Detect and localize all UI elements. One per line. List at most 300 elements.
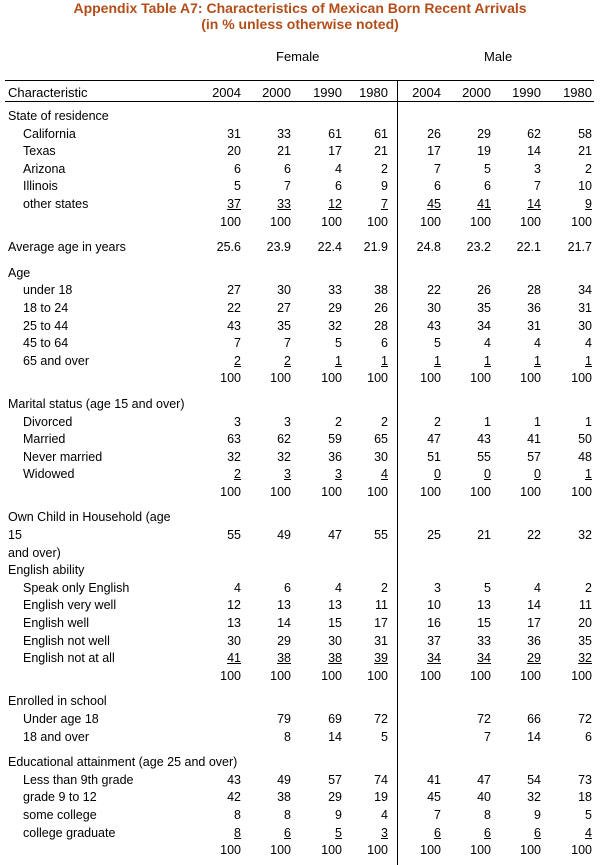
table-cell: 3 (434, 580, 441, 595)
table-cell: 32 (328, 318, 342, 333)
table-cell: 14 (527, 598, 541, 613)
table-cell: 36 (328, 449, 342, 464)
table-cell: 14 (277, 616, 291, 631)
table-cell: 6 (484, 179, 491, 194)
table-cell: 7 (234, 336, 241, 351)
table-cell: 74 (374, 772, 388, 787)
table-row (0, 467, 600, 485)
table-row (0, 127, 600, 145)
table-row (0, 415, 600, 433)
table-cell: 0 (534, 467, 541, 482)
table-cell: 3 (335, 467, 342, 482)
table-cell: 22.1 (516, 240, 541, 255)
table-row (0, 598, 600, 616)
table-cell: 57 (328, 772, 342, 787)
table-cell: 100 (367, 214, 388, 229)
table-row (0, 109, 600, 127)
table-cell: 41 (427, 772, 441, 787)
table-cell: 100 (571, 668, 592, 683)
table-cell: 4 (335, 580, 342, 595)
table-cell: 100 (470, 668, 491, 683)
table-cell: 31 (374, 633, 388, 648)
table-cell: 3 (234, 414, 241, 429)
table-cell: 35 (477, 300, 491, 315)
table-cell: 100 (520, 214, 541, 229)
table-cell: 18 (578, 790, 592, 805)
table-cell: 100 (520, 668, 541, 683)
table-cell: 73 (578, 772, 592, 787)
table-row (0, 730, 600, 748)
table-cell: 3 (534, 161, 541, 176)
table-cell: 100 (520, 843, 541, 858)
table-cell: 100 (270, 371, 291, 386)
table-title: Appendix Table A7: Characteristics of Mexican Born Recent Arrivals (73, 0, 527, 16)
table-cell: 100 (321, 484, 342, 499)
table-cell: 2 (335, 414, 342, 429)
table-cell: 35 (277, 318, 291, 333)
table-cell: 32 (527, 790, 541, 805)
header-bottom-rule (5, 101, 594, 102)
table-cell: 4 (484, 336, 491, 351)
table-cell: 5 (484, 161, 491, 176)
row-label: Illinois (23, 179, 58, 194)
table-cell: 100 (220, 843, 241, 858)
column-header-year: 2000 (262, 85, 291, 100)
table-cell: 34 (477, 318, 491, 333)
table-cell: 79 (277, 712, 291, 726)
table-cell: 6 (434, 179, 441, 194)
table-cell: 32 (277, 449, 291, 464)
table-cell: 4 (585, 825, 592, 840)
table-cell: 45 (427, 790, 441, 805)
table-body (0, 109, 600, 861)
row-label: Texas (23, 144, 56, 159)
group-header-male: Male (484, 49, 513, 64)
section-label: Marital status (age 15 and over) (8, 396, 185, 411)
table-cell: 100 (220, 371, 241, 386)
column-header-year: 2000 (462, 85, 491, 100)
table-cell: 27 (227, 283, 241, 298)
section-label: 15 (8, 528, 22, 543)
table-cell: 13 (328, 598, 342, 613)
section-label: and over) (8, 545, 61, 560)
table-cell: 1 (484, 414, 491, 429)
table-cell: 1 (434, 353, 441, 368)
table-cell: 41 (527, 432, 541, 447)
table-cell: 100 (571, 484, 592, 499)
table-cell: 2 (381, 414, 388, 429)
table-cell: 100 (321, 668, 342, 683)
table-row (0, 197, 600, 215)
table-cell: 4 (234, 580, 241, 595)
table-row (0, 694, 600, 712)
table-cell: 30 (277, 283, 291, 298)
table-cell: 100 (321, 214, 342, 229)
table-cell: 51 (427, 449, 441, 464)
table-cell: 1 (534, 414, 541, 429)
table-cell: 47 (427, 432, 441, 447)
section-label: Age (8, 265, 31, 280)
row-spacer (0, 232, 600, 240)
table-cell: 13 (227, 616, 241, 631)
table-cell: 100 (220, 214, 241, 229)
table-cell: 29 (477, 126, 491, 141)
table-cell: 100 (367, 484, 388, 499)
table-cell: 26 (427, 126, 441, 141)
row-spacer (0, 686, 600, 694)
table-cell: 55 (374, 528, 388, 543)
table-row (0, 563, 600, 581)
table-cell: 33 (277, 126, 291, 141)
table-cell: 72 (578, 712, 592, 726)
table-cell: 62 (527, 126, 541, 141)
table-cell: 6 (484, 825, 491, 840)
table-row (0, 790, 600, 808)
table-cell: 30 (578, 318, 592, 333)
table-row (0, 528, 600, 546)
row-label: Widowed (23, 467, 75, 482)
table-cell: 1 (585, 353, 592, 368)
table-cell: 100 (470, 843, 491, 858)
table-cell: 21 (477, 528, 491, 543)
table-cell: 14 (527, 196, 541, 211)
row-label: Never married (23, 449, 103, 464)
table-cell: 100 (420, 484, 441, 499)
table-cell: 17 (328, 144, 342, 159)
row-label: Married (23, 432, 66, 447)
row-label: 65 and over (23, 353, 90, 368)
table-cell: 100 (470, 371, 491, 386)
row-label: college graduate (23, 825, 116, 840)
table-cell: 5 (381, 729, 388, 744)
table-cell: 66 (527, 712, 541, 726)
table-cell: 1 (534, 353, 541, 368)
column-header-year: 2004 (412, 85, 441, 100)
row-spacer (0, 747, 600, 755)
table-cell: 7 (284, 179, 291, 194)
table-cell: 32 (227, 449, 241, 464)
table-cell: 55 (227, 528, 241, 543)
table-cell: 13 (277, 598, 291, 613)
table-cell: 43 (427, 318, 441, 333)
table-cell: 31 (527, 318, 541, 333)
table-cell: 36 (527, 300, 541, 315)
table-cell: 100 (270, 214, 291, 229)
table-cell: 23.9 (266, 240, 291, 255)
table-cell: 15 (477, 616, 491, 631)
table-cell: 28 (527, 283, 541, 298)
table-row (0, 546, 600, 564)
column-header-year: 1980 (359, 85, 388, 100)
table-row (0, 144, 600, 162)
table-cell: 26 (477, 283, 491, 298)
row-label: other states (23, 196, 89, 211)
table-cell: 12 (227, 598, 241, 613)
table-row (0, 651, 600, 669)
table-cell: 45 (427, 196, 441, 211)
table-cell: 2 (585, 580, 592, 595)
row-label: 25 to 44 (23, 318, 69, 333)
row-label: 18 to 24 (23, 300, 69, 315)
row-label: Under age 18 (23, 712, 99, 726)
table-cell: 72 (374, 712, 388, 726)
table-cell: 100 (367, 843, 388, 858)
table-cell: 9 (381, 179, 388, 194)
table-cell: 100 (420, 371, 441, 386)
table-cell: 2 (284, 353, 291, 368)
section-label: English ability (8, 563, 85, 578)
total-row (0, 215, 600, 233)
row-label: 45 to 64 (23, 336, 69, 351)
row-label: English not well (23, 633, 110, 648)
table-row (0, 354, 600, 372)
column-header-year: 1990 (313, 85, 342, 100)
section-label: State of residence (8, 109, 109, 123)
table-cell: 38 (374, 283, 388, 298)
table-cell: 3 (284, 467, 291, 482)
table-cell: 9 (335, 807, 342, 822)
table-cell: 7 (534, 179, 541, 194)
table-cell: 100 (367, 668, 388, 683)
table-cell: 29 (328, 300, 342, 315)
column-header-characteristic: Characteristic (8, 85, 88, 100)
row-label: Arizona (23, 161, 66, 176)
column-header-year: 1990 (512, 85, 541, 100)
table-cell: 100 (420, 214, 441, 229)
table-cell: 17 (527, 616, 541, 631)
row-spacer (0, 502, 600, 510)
row-label: Speak only English (23, 580, 130, 595)
table-cell: 31 (578, 300, 592, 315)
table-cell: 100 (520, 484, 541, 499)
table-row (0, 336, 600, 354)
table-cell: 3 (381, 825, 388, 840)
table-cell: 8 (284, 807, 291, 822)
table-cell: 6 (534, 825, 541, 840)
table-cell: 5 (434, 336, 441, 351)
table-cell: 72 (477, 712, 491, 726)
table-cell: 2 (234, 353, 241, 368)
table-cell: 5 (585, 807, 592, 822)
table-cell: 100 (420, 843, 441, 858)
table-cell: 36 (527, 633, 541, 648)
table-cell: 28 (374, 318, 388, 333)
table-cell: 100 (420, 668, 441, 683)
table-cell: 19 (477, 144, 491, 159)
row-label: grade 9 to 12 (23, 790, 97, 805)
row-label: under 18 (23, 283, 73, 298)
table-cell: 33 (328, 283, 342, 298)
table-row (0, 581, 600, 599)
table-cell: 54 (527, 772, 541, 787)
table-cell: 7 (484, 729, 491, 744)
table-cell: 17 (427, 144, 441, 159)
table-cell: 16 (427, 616, 441, 631)
table-cell: 6 (284, 580, 291, 595)
table-cell: 26 (374, 300, 388, 315)
table-row (0, 397, 600, 415)
table-row (0, 510, 600, 528)
table-cell: 61 (374, 126, 388, 141)
table-cell: 6 (284, 825, 291, 840)
table-cell: 21.9 (363, 240, 388, 255)
row-label: English well (23, 616, 90, 631)
table-cell: 22 (527, 528, 541, 543)
table-cell: 6 (234, 161, 241, 176)
table-cell: 49 (277, 528, 291, 543)
table-cell: 22 (227, 300, 241, 315)
total-row (0, 485, 600, 503)
table-cell: 62 (277, 432, 291, 447)
table-cell: 34 (477, 651, 491, 666)
table-cell: 2 (381, 161, 388, 176)
table-cell: 5 (484, 580, 491, 595)
table-cell: 65 (374, 432, 388, 447)
table-row (0, 450, 600, 468)
table-cell: 15 (328, 616, 342, 631)
table-cell: 5 (335, 336, 342, 351)
table-cell: 4 (335, 161, 342, 176)
table-cell: 6 (585, 729, 592, 744)
table-cell: 30 (227, 633, 241, 648)
table-cell: 100 (470, 484, 491, 499)
table-cell: 1 (335, 353, 342, 368)
row-label: 18 and over (23, 729, 90, 744)
total-row (0, 669, 600, 687)
total-row (0, 371, 600, 389)
row-label: Less than 9th grade (23, 772, 134, 787)
table-cell: 9 (534, 807, 541, 822)
table-cell: 12 (328, 196, 342, 211)
table-cell: 34 (427, 651, 441, 666)
table-row (0, 283, 600, 301)
row-label: some college (23, 807, 97, 822)
table-cell: 30 (427, 300, 441, 315)
table-row (0, 808, 600, 826)
table-cell: 25 (427, 528, 441, 543)
section-label: Own Child in Household (age (8, 510, 171, 525)
table-cell: 29 (328, 790, 342, 805)
table-cell: 100 (220, 484, 241, 499)
section-label: Average age in years (8, 240, 126, 255)
table-cell: 5 (335, 825, 342, 840)
table-cell: 43 (477, 432, 491, 447)
table-cell: 34 (578, 283, 592, 298)
table-cell: 11 (579, 598, 592, 613)
table-cell: 4 (534, 580, 541, 595)
table-cell: 61 (328, 126, 342, 141)
table-cell: 27 (277, 300, 291, 315)
table-cell: 3 (284, 414, 291, 429)
table-cell: 4 (381, 467, 388, 482)
table-cell: 20 (578, 616, 592, 631)
table-cell: 100 (367, 371, 388, 386)
table-cell: 40 (477, 790, 491, 805)
table-cell: 7 (381, 196, 388, 211)
table-row (0, 773, 600, 791)
table-row (0, 634, 600, 652)
table-cell: 8 (234, 825, 241, 840)
table-cell: 0 (434, 467, 441, 482)
table-cell: 24.8 (416, 240, 441, 255)
table-cell: 8 (284, 729, 291, 744)
table-cell: 13 (477, 598, 491, 613)
table-row (0, 179, 600, 197)
table-cell: 21.7 (567, 240, 592, 255)
table-cell: 2 (381, 580, 388, 595)
row-label: Divorced (23, 414, 73, 429)
row-label: California (23, 126, 76, 141)
table-cell: 2 (434, 414, 441, 429)
table-cell: 41 (227, 651, 241, 666)
table-cell: 6 (335, 179, 342, 194)
table-cell: 22 (427, 283, 441, 298)
table-cell: 43 (227, 318, 241, 333)
table-cell: 30 (328, 633, 342, 648)
table-cell: 7 (434, 807, 441, 822)
table-cell: 100 (270, 668, 291, 683)
table-cell: 39 (374, 651, 388, 666)
table-cell: 1 (484, 353, 491, 368)
table-cell: 100 (571, 371, 592, 386)
table-cell: 69 (328, 712, 342, 726)
group-header-female: Female (276, 49, 320, 64)
table-row (0, 432, 600, 450)
table-cell: 33 (477, 633, 491, 648)
table-row (0, 240, 600, 258)
table-cell: 22.4 (317, 240, 342, 255)
table-cell: 49 (277, 772, 291, 787)
table-cell: 11 (375, 598, 388, 613)
table-cell: 38 (277, 790, 291, 805)
table-cell: 5 (234, 179, 241, 194)
table-cell: 100 (220, 668, 241, 683)
table-cell: 7 (284, 336, 291, 351)
table-subtitle: (in % unless otherwise noted) (201, 16, 399, 32)
table-cell: 43 (227, 772, 241, 787)
table-cell: 50 (578, 432, 592, 447)
table-cell: 21 (277, 144, 291, 159)
table-cell: 8 (484, 807, 491, 822)
table-cell: 21 (578, 144, 592, 159)
section-label: Enrolled in school (8, 694, 107, 709)
table-cell: 100 (571, 843, 592, 858)
table-cell: 37 (427, 633, 441, 648)
total-row (0, 843, 600, 861)
table-cell: 58 (578, 126, 592, 141)
table-cell: 100 (571, 214, 592, 229)
table-cell: 0 (484, 467, 491, 482)
table-cell: 14 (527, 144, 541, 159)
table-row (0, 319, 600, 337)
table-cell: 100 (270, 843, 291, 858)
table-cell: 63 (227, 432, 241, 447)
table-cell: 30 (374, 449, 388, 464)
table-cell: 32 (578, 651, 592, 666)
table-cell: 35 (578, 633, 592, 648)
table-cell: 38 (277, 651, 291, 666)
table-cell: 21 (374, 144, 388, 159)
table-cell: 14 (328, 729, 342, 744)
table-cell: 100 (270, 484, 291, 499)
table-cell: 6 (284, 161, 291, 176)
table-cell: 2 (585, 161, 592, 176)
table-cell: 1 (585, 467, 592, 482)
table-cell: 4 (381, 807, 388, 822)
table-cell: 4 (534, 336, 541, 351)
table-cell: 55 (477, 449, 491, 464)
table-cell: 10 (578, 179, 592, 194)
